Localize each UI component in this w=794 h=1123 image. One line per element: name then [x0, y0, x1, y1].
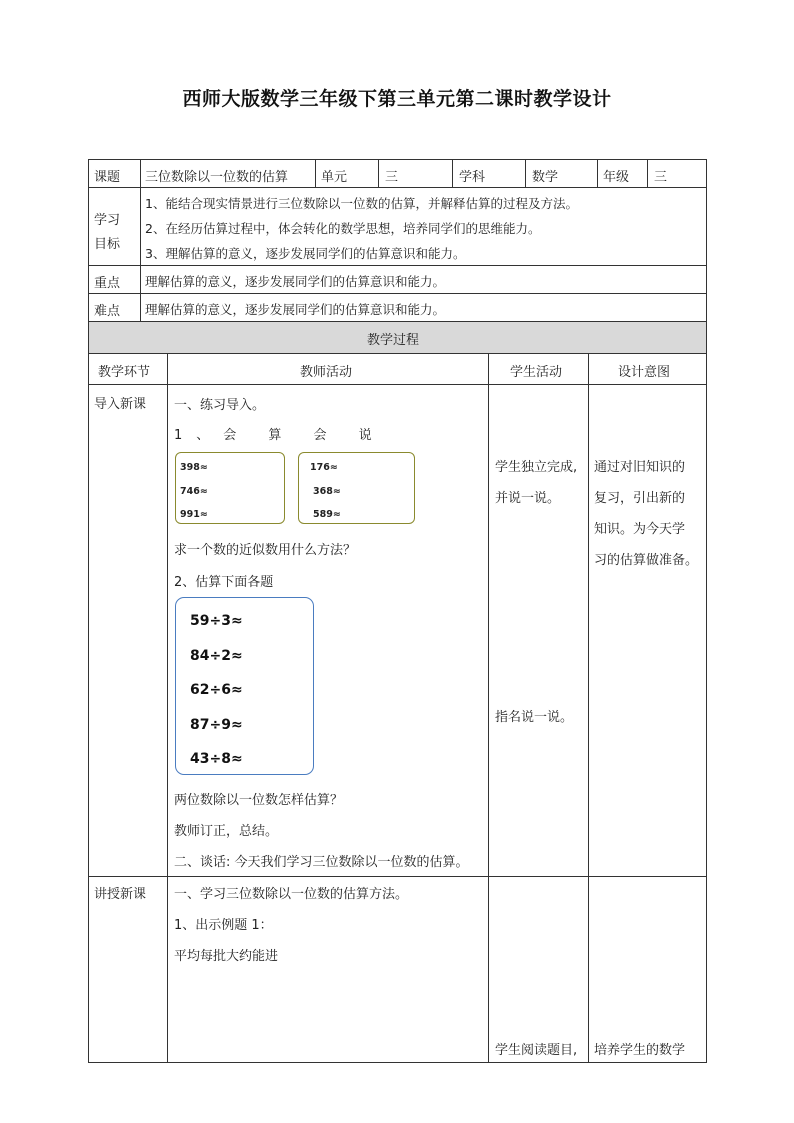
talk-line: 二、谈话: 今天我们学习三位数除以一位数的估算。 — [174, 855, 469, 870]
student-activity: 并说一说。 — [495, 491, 561, 506]
grade-label: 年级 — [603, 170, 630, 185]
approx-item: 176≈ — [310, 462, 338, 473]
division-item: 84÷2≈ — [190, 648, 243, 664]
teacher-correct: 教师订正，总结。 — [174, 824, 279, 839]
design-intent: 培养学生的数学 — [594, 1043, 686, 1058]
stage-intro: 导入新课 — [94, 397, 147, 412]
topic-value: 三位数除以一位数的估算 — [145, 170, 289, 185]
design-intent: 知识。为今天学 — [594, 522, 686, 537]
design-intent: 通过对旧知识的 — [594, 460, 686, 475]
subject-value: 数学 — [532, 170, 559, 185]
col-header-intent: 设计意图 — [618, 365, 671, 380]
design-intent: 习的估算做准备。 — [594, 553, 699, 568]
oral-practice-heading: 1、会 算 会 说 — [174, 428, 386, 443]
division-item: 43÷8≈ — [190, 751, 243, 767]
approx-item: 398≈ — [180, 462, 208, 473]
key-point-label: 重点 — [94, 276, 121, 291]
process-header: 教学过程 — [367, 333, 420, 348]
col-header-stage: 教学环节 — [98, 365, 151, 380]
goals-label-1: 学习 — [94, 213, 121, 228]
division-item: 62÷6≈ — [190, 682, 243, 698]
goal-item-1: 1、能结合现实情景进行三位数除以一位数的估算，并解释估算的过程及方法。 — [145, 196, 578, 211]
approx-question: 求一个数的近似数用什么方法？ — [174, 543, 357, 558]
two-digit-question: 两位数除以一位数怎样估算？ — [174, 793, 344, 808]
difficulty-label: 难点 — [94, 304, 121, 319]
division-item: 87÷9≈ — [190, 717, 243, 733]
col-header-teacher: 教师活动 — [300, 365, 353, 380]
subject-label: 学科 — [459, 170, 486, 185]
lesson-line: 一、学习三位数除以一位数的估算方法。 — [174, 887, 409, 902]
difficulty-value: 理解估算的意义，逐步发展同学们的估算意识和能力。 — [145, 302, 446, 317]
student-activity: 指名说一说。 — [495, 710, 574, 725]
goal-item-2: 2、在经历估算过程中，体会转化的数学思想，培养同学们的思维能力。 — [145, 221, 541, 236]
approx-item: 589≈ — [313, 509, 341, 520]
design-intent: 复习，引出新的 — [594, 491, 686, 506]
student-activity: 学生阅读题目, — [495, 1043, 578, 1058]
student-activity: 学生独立完成, — [495, 460, 578, 475]
lesson-line: 1、出示例题 1： — [174, 918, 273, 933]
goals-label-2: 目标 — [94, 237, 121, 252]
lesson-line: 平均每批大约能进 — [174, 949, 279, 964]
approx-item: 991≈ — [180, 509, 208, 520]
approx-item: 368≈ — [313, 486, 341, 497]
intro-heading: 一、练习导入。 — [174, 398, 266, 413]
division-item: 59÷3≈ — [190, 613, 243, 629]
unit-value: 三 — [385, 170, 399, 185]
document-title: 西师大版数学三年级下第三单元第二课时教学设计 — [182, 88, 612, 110]
topic-label: 课题 — [94, 170, 121, 185]
grade-value: 三 — [654, 170, 668, 185]
approx-item: 746≈ — [180, 486, 208, 497]
key-point-value: 理解估算的意义，逐步发展同学们的估算意识和能力。 — [145, 274, 446, 289]
stage-new-lesson: 讲授新课 — [94, 887, 147, 902]
unit-label: 单元 — [321, 170, 348, 185]
goal-item-3: 3、理解估算的意义，逐步发展同学们的估算意识和能力。 — [145, 246, 466, 261]
estimate-heading: 2、估算下面各题 — [174, 575, 274, 590]
col-header-student: 学生活动 — [510, 365, 563, 380]
